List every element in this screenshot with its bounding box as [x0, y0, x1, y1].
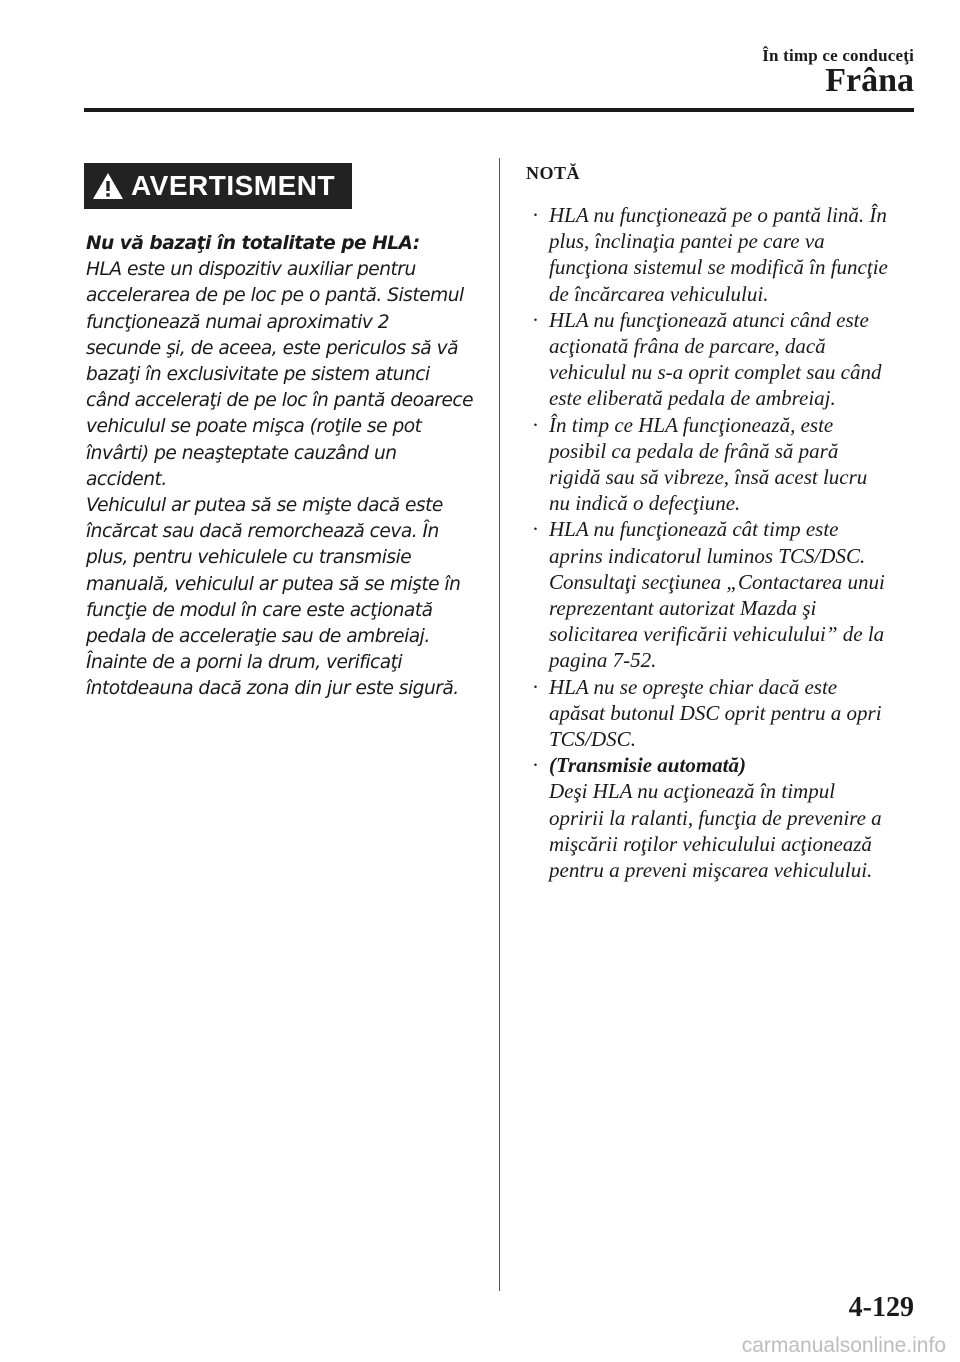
warning-text — [86, 231, 486, 703]
note-line: reprezentant autorizat Mazda şi — [549, 596, 817, 621]
bullet-icon: · — [532, 517, 539, 542]
warning-triangle-icon — [92, 171, 124, 201]
warning-line: Înainte de a porni la drum, verificaţi — [86, 652, 403, 674]
bullet-icon: · — [532, 753, 539, 778]
warning-line: când acceleraţi de pe loc în pantă deoarece — [86, 390, 474, 412]
note-line: funcţiona sistemul se modifică în funcţie — [549, 255, 888, 280]
note-heading: NOTĂ — [526, 163, 581, 183]
note-list — [530, 202, 930, 883]
watermark: carmanualsonline.info — [741, 1334, 946, 1357]
column-divider — [499, 158, 500, 1291]
warning-line: pedala de acceleraţie sau de ambreiaj. — [86, 626, 430, 648]
bullet-icon: · — [532, 412, 539, 437]
note-item — [530, 516, 930, 673]
note-line: rigidă sau să vibreze, însă acest lucru — [549, 465, 868, 490]
note-line: În timp ce HLA funcţionează, este — [549, 412, 834, 437]
note-line: Deşi HLA nu acţionează în timpul — [549, 779, 836, 804]
note-item — [530, 674, 930, 753]
bullet-icon: · — [532, 674, 539, 699]
note-line: plus, înclinaţia pantei pe care va — [549, 229, 825, 254]
header-subtitle: În timp ce conduceţi — [762, 46, 914, 65]
note-line: pagina 7-52. — [549, 648, 657, 673]
page-number: 4-129 — [848, 1292, 914, 1323]
note-line: este eliberată pedala de ambreiaj. — [549, 386, 836, 411]
note-line: solicitarea verificării vehiculului” de la — [549, 622, 885, 647]
warning-banner — [84, 163, 352, 209]
warning-line: funcţionează numai aproximativ 2 — [86, 311, 390, 333]
warning-label: AVERTISMENT — [131, 170, 336, 201]
warning-line: funcţie de modul în care este acţionată — [86, 599, 433, 621]
warning-line: vehiculul se poate mişca (roţile se pot — [86, 416, 422, 438]
note-line: HLA nu funcţionează cât timp este — [549, 517, 839, 542]
warning-line: accident. — [86, 468, 167, 490]
note-line: TCS/DSC. — [549, 727, 636, 752]
bullet-icon: · — [532, 203, 539, 227]
note-line: HLA nu se opreşte chiar dacă este — [549, 674, 838, 699]
bullet-icon: · — [532, 307, 539, 332]
note-line: apăsat butonul DSC oprit pentru a opri — [549, 700, 882, 725]
note-line: nu indică o defecţiune. — [549, 491, 741, 516]
note-subheading: (Transmisie automată) — [549, 753, 746, 778]
warning-line: Vehiculul ar putea să se mişte dacă este — [86, 495, 443, 517]
warning-line: manuală, vehiculul ar putea să se mişte în — [86, 573, 461, 595]
note-line: HLA nu funcţionează pe o pantă lină. În — [549, 203, 887, 227]
note-line: mişcării roţilor vehiculului acţionează — [549, 831, 872, 856]
warning-line: HLA este un dispozitiv auxiliar pentru — [86, 259, 416, 281]
header-rule — [84, 108, 914, 112]
note-line: aprins indicatorul luminos TCS/DSC. — [549, 543, 866, 568]
warning-line: bazaţi în exclusivitate pe sistem atunci — [86, 364, 430, 386]
note-line: vehiculul nu s-a oprit complet sau când — [549, 360, 882, 385]
warning-line: întotdeauna dacă zona din jur este sigură. — [86, 678, 459, 700]
note-line: posibil ca pedala de frână să pară — [549, 438, 839, 463]
note-item — [530, 412, 930, 517]
note-line: de încărcarea vehiculului. — [549, 281, 769, 306]
page-title: Frâna — [825, 62, 914, 99]
warning-line: secunde şi, de aceea, este periculos să vă — [86, 337, 458, 359]
note-item — [530, 307, 930, 412]
note-line: Consultaţi secţiunea „Contactarea unui — [549, 569, 885, 594]
note-line: HLA nu funcţionează atunci când este — [549, 307, 869, 332]
note-line: pentru a preveni mişcarea vehiculului. — [549, 858, 873, 883]
warning-body — [86, 257, 486, 702]
note-item — [530, 202, 930, 307]
warning-line: plus, pentru vehiculele cu transmisie — [86, 547, 412, 569]
warning-line: accelerarea de pe loc pe o pantă. Sistemul — [86, 285, 464, 307]
note-line: opririi la ralanti, funcţia de prevenire a — [549, 805, 882, 830]
note-line: acţionată frâna de parcare, dacă — [549, 334, 826, 359]
warning-line: încărcat sau dacă remorchează ceva. În — [86, 521, 439, 543]
warning-heading: Nu vă bazaţi în totalitate pe HLA: — [86, 233, 420, 254]
note-item — [530, 752, 930, 883]
warning-line: învârti) pe neaşteptate cauzând un — [86, 442, 397, 464]
